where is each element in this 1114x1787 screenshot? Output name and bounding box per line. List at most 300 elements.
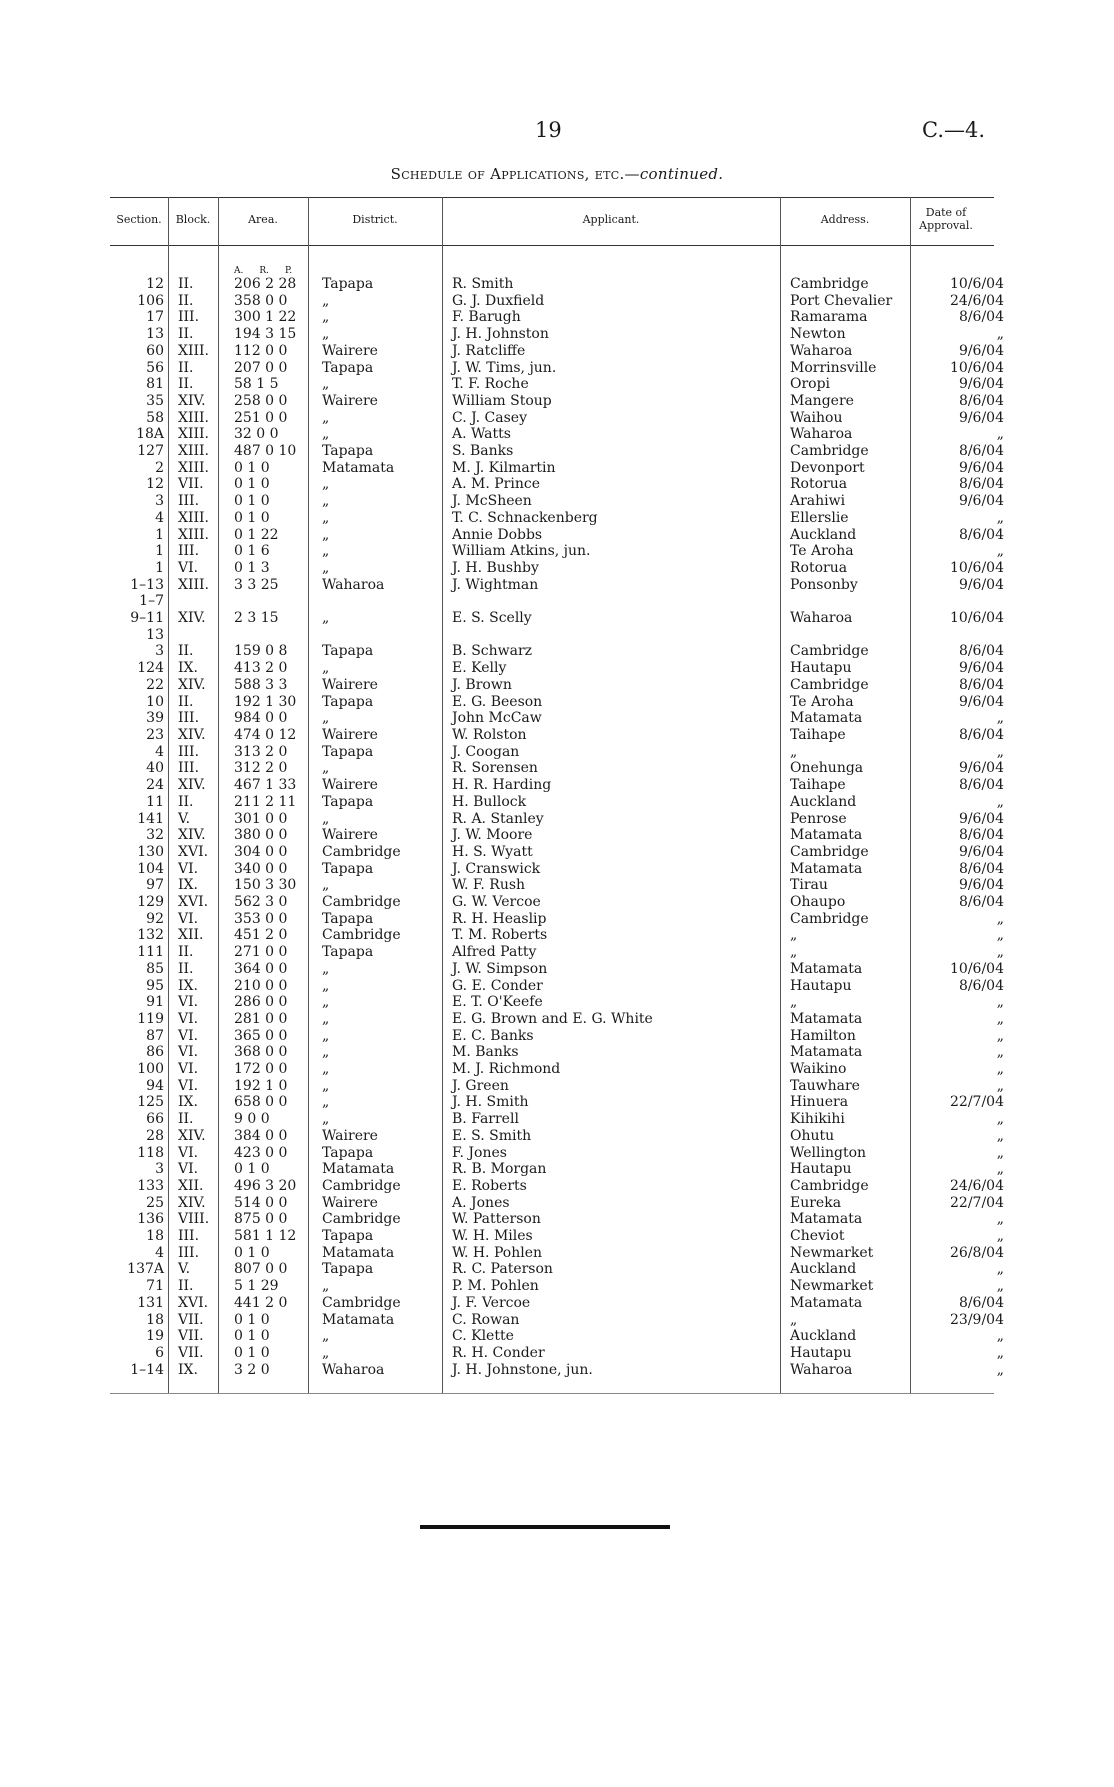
row-address [784,1111,924,1128]
row-area: 210 0 0 [234,977,288,994]
row-applicant [446,1278,784,1295]
row-address-text: Matamata [790,1211,863,1228]
row-date: 10/6/04 [950,559,1004,576]
row-applicant-text: J. H. Smith [452,1094,529,1111]
row-applicant [446,1228,784,1245]
schedule-title-continued: continued. [639,165,724,183]
row-section: 1–7 [139,593,164,610]
table-row [110,877,1006,894]
row-district-text: Wairere [322,1194,378,1211]
row-address-text: Te Aroha [790,693,854,710]
row-date: 9/6/04 [958,342,1004,359]
row-district-text: „ [322,326,330,343]
row-area: 0 1 6 [234,543,270,560]
row-district [314,443,446,460]
row-district-text: „ [322,1061,330,1078]
row-applicant [446,927,784,944]
row-block: II. [178,1111,194,1128]
row-district [314,643,446,660]
row-address-text: Hautapu [790,1161,852,1178]
table-row [110,1261,1006,1278]
row-area: 300 1 22 [234,309,297,326]
row-block: VI. [178,910,199,927]
row-section: 3 [155,493,164,510]
table-row [110,777,1006,794]
row-address-text: Waikino [790,1061,847,1078]
row-address [784,360,924,377]
row-district [314,493,446,510]
row-district [314,293,446,310]
row-applicant [446,1145,784,1162]
row-area: 581 1 12 [234,1228,297,1245]
row-address-text: Taihape [790,777,846,794]
row-address-text: Te Aroha [790,543,854,560]
row-applicant [446,744,784,761]
row-address [784,1078,924,1095]
row-date: 24/6/04 [950,1177,1004,1194]
row-address-text: Oropi [790,376,831,393]
row-address-text: Cambridge [790,443,869,460]
row-section: 132 [137,927,164,944]
row-district-text: „ [322,877,330,894]
row-applicant-text: C. Rowan [452,1311,520,1328]
row-area [228,627,314,644]
row-address-text: Hautapu [790,1345,852,1361]
row-district [314,1061,446,1078]
row-district [314,1245,446,1262]
row-block: VII. [178,1345,204,1361]
row-applicant-text: H. S. Wyatt [452,843,533,860]
table-row [110,1312,1006,1329]
row-applicant [446,1128,784,1145]
row-area: 0 1 0 [234,1311,270,1328]
row-district [314,309,446,326]
row-district-text: Wairere [322,392,378,409]
header-date: Date of Approval. [919,206,973,232]
row-section: 25 [146,1194,164,1211]
row-address-text: Devonport [790,459,865,476]
unit-perches: P. [285,266,293,276]
row-address-text: Penrose [790,810,847,827]
row-section: 136 [137,1211,164,1228]
table-row [110,543,1006,560]
row-address [784,510,924,527]
row-applicant-text: R. H. Heaslip [452,910,547,927]
row-district [314,460,446,477]
row-applicant [446,1094,784,1111]
table-row [110,276,1006,293]
row-area: 3 3 25 [234,576,279,593]
row-district-text: Tapapa [322,743,374,760]
row-block: XII. [178,1177,204,1194]
row-applicant-text: E. T. O'Keefe [452,994,543,1011]
row-address-text: Mangere [790,392,854,409]
row-applicant-text: R. B. Morgan [452,1161,547,1178]
row-section: 19 [146,1328,164,1345]
row-block: VII. [178,1311,204,1328]
row-section: 3 [155,643,164,660]
row-address-text: Newton [790,326,846,343]
row-district [314,994,446,1011]
row-section: 127 [137,443,164,460]
row-applicant [446,894,784,911]
row-applicant [446,1362,784,1379]
row-address [784,1312,924,1329]
row-district [314,1044,446,1061]
row-applicant [446,944,784,961]
row-section: 119 [137,1010,164,1027]
row-area: 150 3 30 [234,877,297,894]
row-address [784,410,924,427]
table-row [110,376,1006,393]
row-date: „ [996,1010,1004,1027]
row-date: 26/8/04 [950,1244,1004,1261]
row-applicant [446,827,784,844]
row-section: 3 [155,1161,164,1178]
table-row [110,660,1006,677]
row-applicant [446,911,784,928]
row-district [314,794,446,811]
row-block: V. [178,1261,191,1278]
table-top-rule [110,197,994,198]
row-address [784,393,924,410]
row-address-text: „ [790,994,798,1011]
row-district [314,1111,446,1128]
row-area: 301 0 0 [234,810,288,827]
row-section: 1–13 [130,576,164,593]
row-section: 1 [155,526,164,543]
schedule-title [0,165,1114,183]
row-block: XIV. [178,726,206,743]
row-address [784,543,924,560]
row-area: 58 1 5 [234,376,279,393]
row-applicant-text: J. Brown [452,676,512,693]
row-district-text: „ [322,1044,330,1061]
row-section: 1 [155,543,164,560]
row-district [314,911,446,928]
row-area: 9 0 0 [234,1111,270,1128]
row-address [784,1178,924,1195]
row-applicant [446,443,784,460]
row-applicant-text: B. Schwarz [452,643,533,660]
row-district [314,476,446,493]
row-section: 91 [146,994,164,1011]
row-address-text: Waihou [790,409,843,426]
row-applicant-text: Annie Dobbs [452,526,543,543]
row-applicant [446,326,784,343]
row-section: 35 [146,392,164,409]
row-district [314,1362,446,1379]
row-section: 94 [146,1077,164,1094]
row-address [784,1245,924,1262]
row-section: 56 [146,359,164,376]
row-applicant [446,861,784,878]
row-applicant-text: W. Rolston [452,726,527,743]
row-area: 312 2 0 [234,760,288,777]
row-block: III. [178,309,200,326]
row-section: 4 [155,743,164,760]
row-applicant [446,1061,784,1078]
row-district-text: Tapapa [322,910,374,927]
row-date: „ [996,793,1004,810]
row-district-text: „ [322,509,330,526]
row-address-text: Waharoa [790,610,853,627]
row-block: VII. [178,476,204,493]
header-address: Address. [820,213,870,226]
row-applicant [446,1245,784,1262]
row-applicant [446,410,784,427]
row-address [784,894,924,911]
row-address [784,911,924,928]
row-block: III. [178,743,200,760]
row-block: IX. [178,1094,198,1111]
row-applicant-text: G. W. Vercoe [452,894,541,911]
row-section: 71 [146,1278,164,1295]
row-area: 875 0 0 [234,1211,288,1228]
row-district-text: Tapapa [322,860,374,877]
row-date: 9/6/04 [958,459,1004,476]
row-district [314,744,446,761]
table-row [110,894,1006,911]
row-district [314,410,446,427]
row-applicant-text: J. W. Tims, jun. [452,359,557,376]
row-applicant-text: F. Barugh [452,309,521,326]
row-district [314,276,446,293]
row-district [314,1145,446,1162]
row-applicant-text: E. Kelly [452,660,507,677]
row-date: „ [996,326,1004,343]
row-district [314,1312,446,1329]
row-district [314,1178,446,1195]
row-date: 9/6/04 [958,660,1004,677]
row-block: XIII. [178,509,210,526]
row-district [314,610,446,627]
row-applicant [446,1028,784,1045]
row-address-text: Port Chevalier [790,292,893,309]
row-applicant-text: S. Banks [452,443,514,460]
row-section: 18A [136,426,164,443]
row-section: 131 [137,1294,164,1311]
row-area: 364 0 0 [234,960,288,977]
row-area: 304 0 0 [234,843,288,860]
row-date: 8/6/04 [958,777,1004,794]
row-address [784,694,924,711]
row-applicant [446,877,784,894]
row-date: 8/6/04 [958,526,1004,543]
table-row [110,1078,1006,1095]
row-address-text: Matamata [790,710,863,727]
title-dash: — [624,165,640,183]
row-district-text: Cambridge [322,843,401,860]
table-row [110,443,1006,460]
row-block: XIV. [178,827,206,844]
table-row [110,961,1006,978]
row-section: 13 [146,626,164,643]
row-applicant-text: J. Cranswick [452,860,541,877]
row-district-text: „ [322,1010,330,1027]
row-address-text: „ [790,944,798,961]
row-block: II. [178,643,194,660]
row-district [314,978,446,995]
row-block: XIII. [178,426,210,443]
row-applicant [446,560,784,577]
table-row [110,627,1006,644]
row-district [314,393,446,410]
row-district [314,1161,446,1178]
row-date: 23/9/04 [950,1311,1004,1328]
row-area: 562 3 0 [234,894,288,911]
row-address-text: Ohaupo [790,894,846,911]
table-row [110,360,1006,377]
table-row [110,610,1006,627]
row-date: 9/6/04 [958,810,1004,827]
row-area: 2 3 15 [234,610,279,627]
row-address [784,426,924,443]
row-block: VI. [178,1077,199,1094]
row-applicant-text: J. Ratcliffe [452,342,526,359]
row-address [784,744,924,761]
row-address [784,309,924,326]
row-section: 87 [146,1027,164,1044]
row-block: II. [178,793,194,810]
table-row [110,827,1006,844]
row-address-text: Matamata [790,960,863,977]
row-section: 9–11 [130,610,164,627]
row-area: 0 1 0 [234,509,270,526]
row-applicant-text: J. W. Simpson [452,960,548,977]
row-block: VI. [178,1061,199,1078]
row-date: „ [996,994,1004,1011]
row-area: 496 3 20 [234,1177,297,1194]
row-address-text: Rotorua [790,559,848,576]
row-area: 192 1 0 [234,1077,288,1094]
row-applicant [446,460,784,477]
row-applicant [446,293,784,310]
row-block: XIII. [178,459,210,476]
table-row [110,1345,1006,1362]
row-block: XVI. [178,843,209,860]
table-row [110,577,1006,594]
row-applicant-text: C. J. Casey [452,409,527,426]
row-date: 10/6/04 [950,960,1004,977]
row-area: 206 2 28 [234,276,297,292]
row-applicant-text: E. G. Beeson [452,693,543,710]
row-district [314,927,446,944]
row-area: 159 0 8 [234,643,288,660]
row-area: 258 0 0 [234,392,288,409]
row-section: 97 [146,877,164,894]
row-area: 192 1 30 [234,693,297,710]
table-row [110,1362,1006,1379]
row-date: 9/6/04 [958,576,1004,593]
row-applicant-text: P. M. Pohlen [452,1278,539,1295]
row-address-text: Cambridge [790,1177,869,1194]
row-date: „ [996,944,1004,961]
row-district-text: „ [322,1345,330,1361]
row-block [170,627,228,644]
row-applicant-text: R. A. Stanley [452,810,544,827]
row-block: II. [178,960,194,977]
row-area: 0 1 0 [234,459,270,476]
table-row [110,1128,1006,1145]
row-section: 6 [155,1345,164,1361]
row-section: 129 [137,894,164,911]
row-address-text: Auckland [790,1261,857,1278]
row-address [784,343,924,360]
row-section: 32 [146,827,164,844]
table-row [110,1295,1006,1312]
row-applicant [446,343,784,360]
row-address-text: Auckland [790,526,857,543]
row-address [784,527,924,544]
row-section: 92 [146,910,164,927]
row-address [784,476,924,493]
row-applicant [446,727,784,744]
row-area: 3 2 0 [234,1361,270,1378]
row-applicant [446,1044,784,1061]
table-row [110,677,1006,694]
table-row [110,410,1006,427]
row-applicant-text: J. Coogan [452,743,520,760]
row-area: 807 0 0 [234,1261,288,1278]
row-date: 9/6/04 [958,877,1004,894]
row-block: IX. [178,660,198,677]
row-block: II. [178,944,194,961]
row-date [924,593,1006,610]
row-district [314,627,446,644]
row-district-text: Wairere [322,1127,378,1144]
table-row [110,794,1006,811]
row-district-text: „ [322,760,330,777]
row-district [314,1195,446,1212]
row-date: 9/6/04 [958,693,1004,710]
row-district-text: Waharoa [322,576,385,593]
row-address [784,560,924,577]
row-district-text: „ [322,1027,330,1044]
row-section: 106 [137,292,164,309]
row-applicant [446,360,784,377]
table-header-rule [110,245,994,246]
row-address [784,460,924,477]
row-applicant [446,710,784,727]
row-address [784,760,924,777]
row-applicant-text: J. Wightman [452,576,539,593]
row-address-text: „ [790,927,798,944]
schedule-title-main: Schedule of Applications, etc. [390,165,625,183]
row-applicant [446,994,784,1011]
row-district-text: Tapapa [322,693,374,710]
table-row [110,1111,1006,1128]
row-area: 0 1 0 [234,1328,270,1345]
row-address [784,293,924,310]
row-applicant-text: C. Klette [452,1328,514,1345]
row-address-text: Cambridge [790,643,869,660]
row-district [314,1028,446,1045]
row-address [784,1145,924,1162]
table-row [110,1195,1006,1212]
row-block: VI. [178,860,199,877]
row-applicant [446,1295,784,1312]
row-address-text: Tirau [790,877,828,894]
row-applicant-text: E. C. Banks [452,1027,534,1044]
row-section: 58 [146,409,164,426]
table-row [110,694,1006,711]
row-address [784,493,924,510]
row-block: XII. [178,927,204,944]
row-applicant-text: T. M. Roberts [452,927,548,944]
row-block: XVI. [178,1294,209,1311]
table-row [110,343,1006,360]
